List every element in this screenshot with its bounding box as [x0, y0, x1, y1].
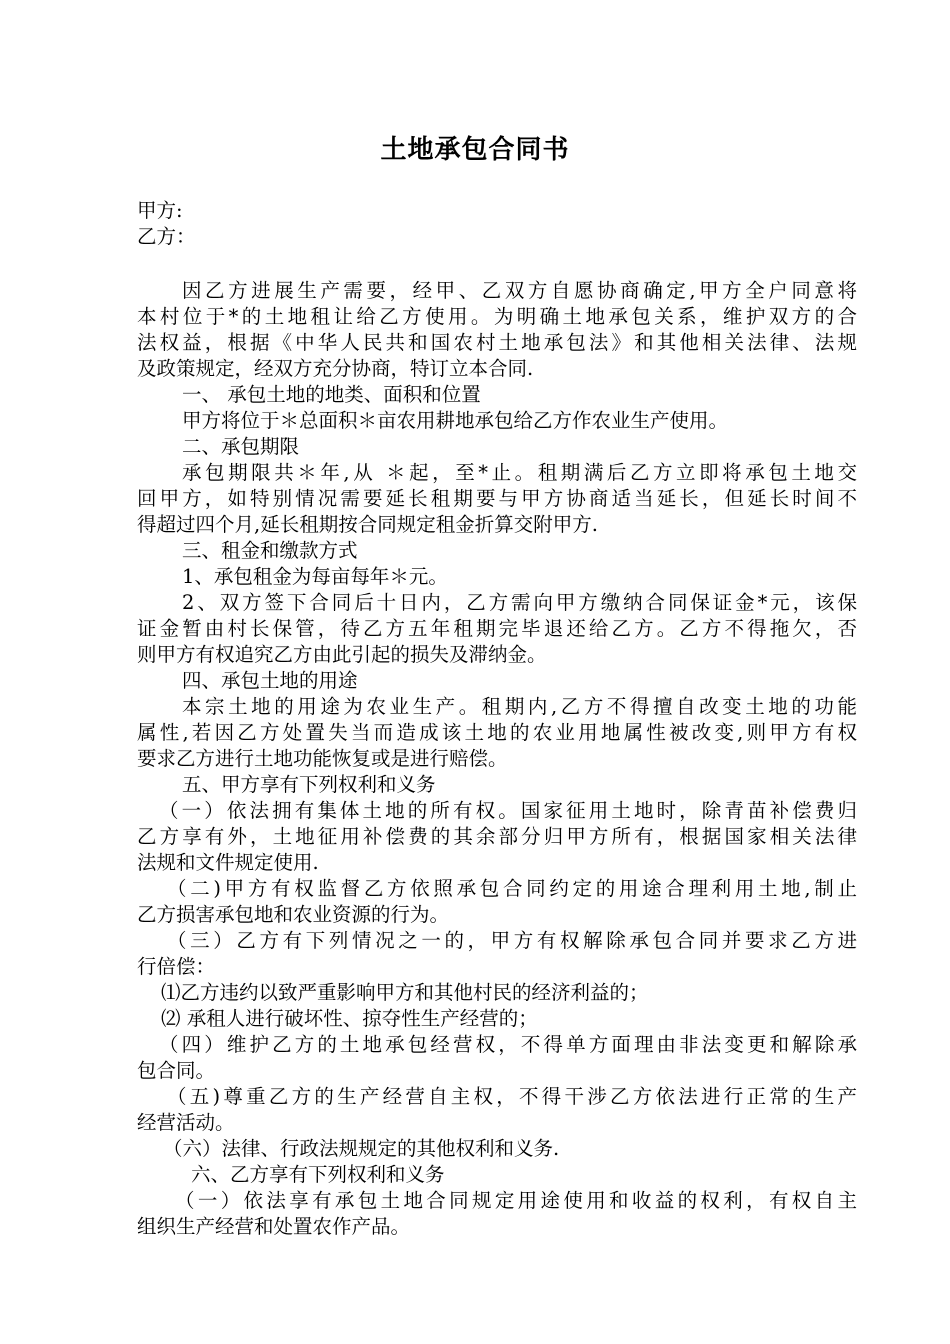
- contract-line: ⑵ 承租人进行破坏性、掠夺性生产经营的；: [161, 1007, 538, 1030]
- contract-line: 包合同。: [137, 1059, 216, 1082]
- contract-line: （一）依法拥有集体土地的所有权。国家征用土地时，除青苗补偿费归: [159, 799, 857, 822]
- contract-line: （四）维护乙方的土地承包经营权，不得单方面理由非法变更和解除承: [159, 1033, 857, 1056]
- contract-line: 2、双方签下合同后十日内，乙方需向甲方缴纳合同保证金*元，该保: [182, 591, 857, 614]
- contract-line: 甲方将位于＊总面积＊亩农用耕地承包给乙方作农业生产使用。: [182, 409, 729, 432]
- contract-paragraphs: [137, 278, 857, 1240]
- contract-line: 行倍偿：: [137, 955, 216, 978]
- contract-line: 1、承包租金为每亩每年＊元。: [182, 565, 448, 588]
- contract-line: 乙方损害承包地和农业资源的行为。: [137, 903, 450, 926]
- contract-line: 因乙方进展生产需要，经甲、乙双方自愿协商确定,甲方全户同意将: [182, 279, 857, 302]
- contract-line: 六、乙方享有下列权利和义务: [191, 1163, 445, 1186]
- contract-line: （三）乙方有下列情况之一的，甲方有权解除承包合同并要求乙方进: [167, 929, 857, 952]
- contract-line: 回甲方，如特别情况需要延长租期要与甲方协商适当延长，但延长时间不: [137, 487, 857, 510]
- contract-line: 法规和文件规定使用.: [137, 851, 319, 874]
- contract-line: 本宗土地的用途为农业生产。租期内,乙方不得擅自改变土地的功能: [182, 695, 857, 718]
- contract-line: 五、甲方享有下列权利和义务: [182, 773, 436, 796]
- contract-line: （六）法律、行政法规规定的其他权利和义务.: [163, 1137, 560, 1160]
- contract-line: 经营活动。: [137, 1111, 235, 1134]
- contract-line: 属性,若因乙方处置失当而造成该土地的农业用地属性被改变,则甲方有权: [137, 721, 857, 744]
- contract-line: 四、承包土地的用途: [182, 669, 358, 692]
- document-title: 土地承包合同书: [380, 135, 570, 165]
- contract-line: 本村位于*的土地租让给乙方使用。为明确土地承包关系，维护双方的合: [137, 305, 857, 328]
- party-a-label: 甲方:: [137, 199, 183, 222]
- contract-line: （二)甲方有权监督乙方依照承包合同约定的用途合理利用土地,制止: [167, 877, 857, 900]
- contract-line: 法权益，根据《中华人民共和国农村土地承包法》和其他相关法律、法规: [137, 331, 857, 354]
- contract-line: 承包期限共＊年,从 ＊起，至*止。租期满后乙方立即将承包土地交: [182, 461, 857, 484]
- contract-line: 得超过四个月,延长租期按合同规定租金折算交附甲方.: [137, 513, 598, 536]
- contract-line: 要求乙方进行土地功能恢复或是进行赔偿。: [137, 747, 508, 770]
- contract-line: （一）依法享有承包土地合同规定用途使用和收益的权利，有权自主: [175, 1189, 857, 1212]
- contract-line: （五)尊重乙方的生产经营自主权，不得干涉乙方依法进行正常的生产: [167, 1085, 857, 1108]
- contract-line: 及政策规定，经双方充分协商，特订立本合同.: [137, 357, 534, 380]
- party-b-label: 乙方：: [137, 225, 196, 248]
- contract-line: 乙方享有外，土地征用补偿费的其余部分归甲方所有，根据国家相关法律: [137, 825, 857, 848]
- contract-line: 二、承包期限: [182, 435, 300, 458]
- contract-line: 证金暂由村长保管，待乙方五年租期完毕退还给乙方。乙方不得拖欠，否: [137, 617, 857, 640]
- contract-line: 组织生产经营和处置农作产品。: [137, 1215, 411, 1238]
- document-body: [137, 198, 857, 1240]
- contract-line: 则甲方有权追究乙方由此引起的损失及滞纳金。: [137, 643, 547, 666]
- contract-line: 三、租金和缴款方式: [182, 539, 358, 562]
- contract-line: 一、 承包土地的地类、面积和位置: [182, 383, 481, 406]
- contract-line: ⑴乙方违约以致严重影响甲方和其他村民的经济利益的；: [161, 981, 649, 1004]
- blank-gap: [137, 250, 857, 278]
